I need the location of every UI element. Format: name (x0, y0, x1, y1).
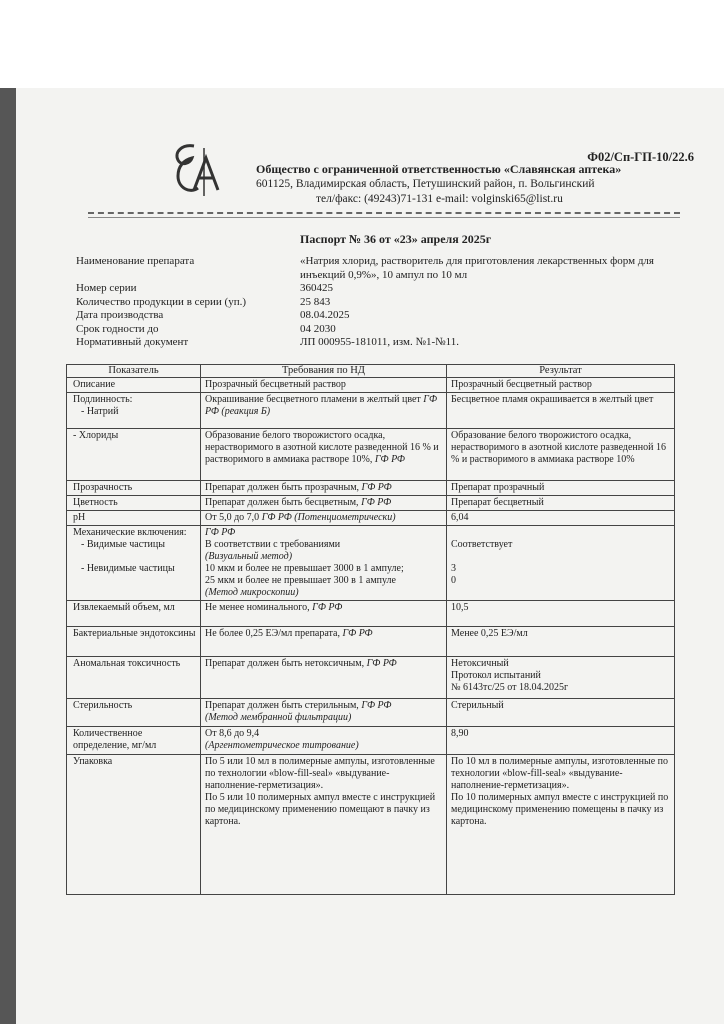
info-row: Количество продукции в серии (уп.) 25 843 (76, 295, 331, 308)
org-name: Общество с ограниченной ответственностью «Славянская аптека» (256, 162, 622, 176)
info-row: Наименование препарата «Натрия хлорид, растворитель для приготовления лекарственных форм для инъекций 0,9%», 10 ампул по 10 мл (76, 255, 654, 281)
table-row: Механические включения: - Видимые частицы - Невидимые частицы ГФ РФ В соответствии с требованиями (Визуальный метод) 10 мкм и более не превышает 3000 в 1 ампуле; 25 мкм и более не превышает 300 в 1 ампуле (Метод микроскопии) Соответствует 3 0 (67, 526, 675, 601)
org-contacts: тел/факс: (49243)71-131 e-mail: volginski65@list.ru (316, 193, 563, 205)
table-row: Прозрачность Препарат должен быть прозрачным, ГФ РФ Препарат прозрачный (67, 481, 675, 496)
product-info (76, 255, 676, 350)
table-row: Бактериальные эндотоксины Не более 0,25 ЕЭ/мл препарата, ГФ РФ Менее 0,25 ЕЭ/мл (67, 627, 675, 657)
document-code: Ф02/Сп-ГП-10/22.6 (587, 150, 694, 164)
org-address: 601125, Владимирская область, Петушинский район, п. Вольгинский (256, 178, 595, 190)
header-divider (88, 212, 680, 214)
info-row: Дата производства 08.04.2025 (76, 309, 350, 321)
table-row: Извлекаемый объем, мл Не менее номинального, ГФ РФ 10,5 (67, 601, 675, 627)
table-row: Описание Прозрачный бесцветный раствор Прозрачный бесцветный раствор (67, 378, 675, 393)
table-row: Количественное определение, мг/мл От 8,6 до 9,4 (Аргентометрическое титрование) 8,90 (67, 727, 675, 755)
organization-header (256, 162, 621, 207)
table-row: Аномальная токсичность Препарат должен быть нетоксичным, ГФ РФ Нетоксичный Протокол испытаний № 6143тс/25 от 18.04.2025г (67, 657, 675, 699)
table-row: pH От 5,0 до 7,0 ГФ РФ (Потенциометрически) 6,04 (67, 511, 675, 526)
info-row: Срок годности до 04 2030 (76, 322, 336, 335)
info-row: Номер серии 360425 (76, 282, 333, 294)
header-divider-thin (88, 217, 680, 218)
company-logo (164, 140, 226, 200)
table-row: Стерильность Препарат должен быть стерильным, ГФ РФ (Метод мембранной фильтрации) Стерильный (67, 699, 675, 727)
quality-table (66, 364, 675, 895)
table-row: Цветность Препарат должен быть бесцветным, ГФ РФ Препарат бесцветный (67, 496, 675, 511)
scan-shadow-edge (0, 88, 16, 1024)
info-row: Нормативный документ ЛП 000955-181011, изм. №1-№11. (76, 336, 459, 348)
table-row: Подлинность: - Натрий Окрашивание бесцветного пламени в желтый цвет ГФ РФ (реакция Б) Бесцветное пламя окрашивается в желтый цвет (67, 393, 675, 429)
table-row: - Хлориды Образование белого творожистого осадка, нерастворимого в азотной кислоте разведенной 16 % и растворимого в аммиака растворе 10%, ГФ РФ Образование белого творожистого осадка, нерастворимого в азотной кислоте разведенной 16 % и растворимого в аммиака растворе 10% (67, 429, 675, 481)
table-row: Упаковка По 5 или 10 мл в полимерные ампулы, изготовленные по технологии «blow-fill-seal» «выдувание-наполнение-герметизация». По 5 или 10 полимерных ампул вместе с инструкцией по медицинскому применению помещают в пачку из картона. По 10 мл в полимерные ампулы, изготовленные по технологии «blow-fill-seal» «выдувание-наполнение-герметизация». По 10 полимерных ампул вместе с инструкцией по медицинскому применению помещены в пачку из картона. (67, 755, 675, 895)
table-header: Показатель Требования по НД Результат (67, 365, 675, 378)
passport-title: Паспорт № 36 от «23» апреля 2025г (300, 232, 492, 246)
